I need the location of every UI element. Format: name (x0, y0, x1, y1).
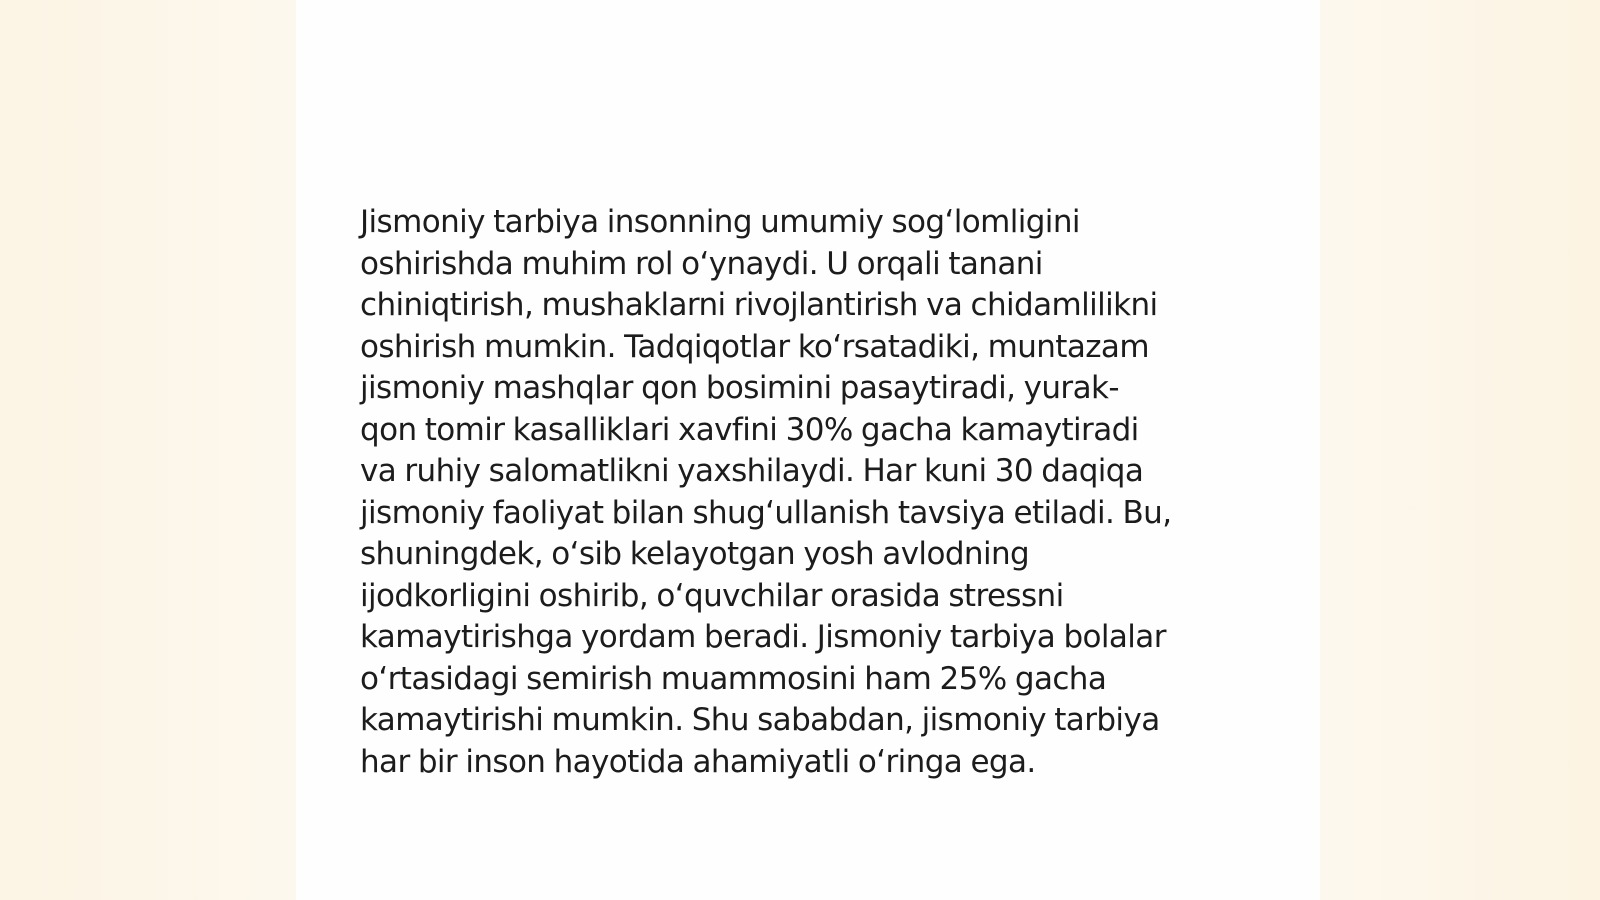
paragraph-line: oshirish mumkin. Tadqiqotlar koʻrsatadiki, muntazam (360, 328, 1149, 365)
paragraph-line: qon tomir kasalliklari xavfini 30% gacha kamaytiradi (360, 411, 1139, 448)
paragraph-line: oʻrtasidagi semirish muammosini ham 25% gacha (360, 660, 1107, 697)
paragraph-line: har bir inson hayotida ahamiyatli oʻringa ega. (360, 743, 1036, 780)
document-sheet (296, 0, 1320, 900)
paragraph-line: ijodkorligini oshirib, oʻquvchilar orasida stressni (360, 577, 1064, 614)
paragraph-line: va ruhiy salomatlikni yaxshilaydi. Har kuni 30 daqiqa (360, 453, 1144, 489)
paragraph-line: oshirishda muhim rol oʻynaydi. U orqali tanani (360, 245, 1043, 282)
body-paragraph (360, 202, 1260, 783)
paragraph-line: jismoniy mashqlar qon bosimini pasaytiradi, yurak- (360, 370, 1119, 406)
paragraph-line: Jismoniy tarbiya insonning umumiy sogʻlomligini (360, 204, 1080, 240)
paragraph-line: chiniqtirish, mushaklarni rivojlantirish va chidamlilikni (360, 287, 1158, 323)
paragraph-line: jismoniy faoliyat bilan shugʻullanish tavsiya etiladi. Bu, (360, 494, 1172, 531)
paragraph-line: kamaytirishi mumkin. Shu sababdan, jismoniy tarbiya (360, 702, 1160, 738)
paragraph-line: kamaytirishga yordam beradi. Jismoniy tarbiya bolalar (360, 619, 1166, 655)
paragraph-line: shuningdek, oʻsib kelayotgan yosh avlodning (360, 536, 1030, 572)
